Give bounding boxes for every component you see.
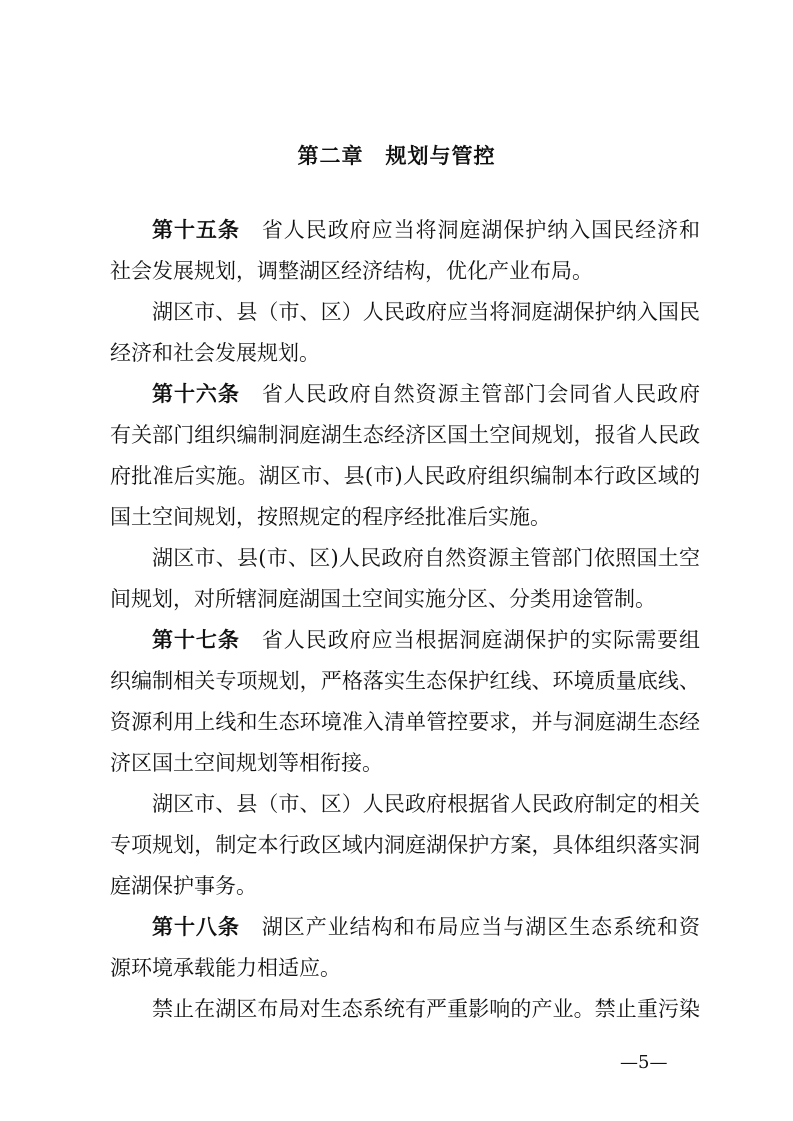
article-16-p2-line-2: 间规划，对所辖洞庭湖国土空间实施分区、分类用途管制。 xyxy=(110,587,656,611)
article-17-line-2: 织编制相关专项规划，严格落实生态保护红线、环境质量底线、 xyxy=(110,669,700,693)
article-17-line-1 xyxy=(152,620,700,660)
article-17-p2-line-1: 湖区市、县（市、区）人民政府根据省人民政府制定的相关 xyxy=(152,792,700,816)
article-16-line-4: 国土空间规划，按照规定的程序经批准后实施。 xyxy=(110,505,551,529)
article-16-line-2: 有关部门组织编制洞庭湖生态经济区国土空间规划，报省人民政 xyxy=(110,423,700,447)
article-18-label: 第十八条 xyxy=(152,915,240,939)
article-18-p2-line-1: 禁止在湖区布局对生态系统有严重影响的产业。禁止重污染 xyxy=(152,997,700,1021)
article-15-p2-line-2: 经济和社会发展规划。 xyxy=(110,341,320,365)
article-15-label: 第十五条 xyxy=(152,218,240,242)
article-16-line-3: 府批准后实施。湖区市、县(市)人民政府组织编制本行政区域的 xyxy=(110,464,700,488)
article-17-p2-line-2: 专项规划，制定本行政区域内洞庭湖保护方案，具体组织落实洞 xyxy=(110,833,700,857)
article-17-line-3: 资源利用上线和生态环境准入清单管控要求，并与洞庭湖生态经 xyxy=(110,710,700,734)
article-18-line-1 xyxy=(152,907,700,947)
page-number: —5— xyxy=(620,1052,668,1073)
article-16-p2-line-1: 湖区市、县(市、区)人民政府自然资源主管部门依照国土空 xyxy=(152,546,700,570)
article-15-line-1 xyxy=(152,210,700,250)
article-15-p2-line-1: 湖区市、县（市、区）人民政府应当将洞庭湖保护纳入国民 xyxy=(152,300,700,324)
article-15-line-2: 社会发展规划，调整湖区经济结构，优化产业布局。 xyxy=(110,259,593,283)
article-17-line-4: 济区国土空间规划等相衔接。 xyxy=(110,751,383,775)
article-16-text-1: 省人民政府自然资源主管部门会同省人民政府 xyxy=(261,382,701,406)
article-16-line-1 xyxy=(152,374,700,414)
article-17-text-1: 省人民政府应当根据洞庭湖保护的实际需要组 xyxy=(261,628,701,652)
article-17-label: 第十七条 xyxy=(152,628,240,652)
article-18-text-1: 湖区产业结构和布局应当与湖区生态系统和资 xyxy=(261,915,701,939)
article-18-line-2: 源环境承载能力相适应。 xyxy=(110,956,341,980)
chapter-title: 第二章 规划与管控 xyxy=(297,144,496,168)
article-17-p2-line-3: 庭湖保护事务。 xyxy=(110,874,257,898)
article-15-text-1: 省人民政府应当将洞庭湖保护纳入国民经济和 xyxy=(261,218,701,242)
article-16-label: 第十六条 xyxy=(152,382,240,406)
